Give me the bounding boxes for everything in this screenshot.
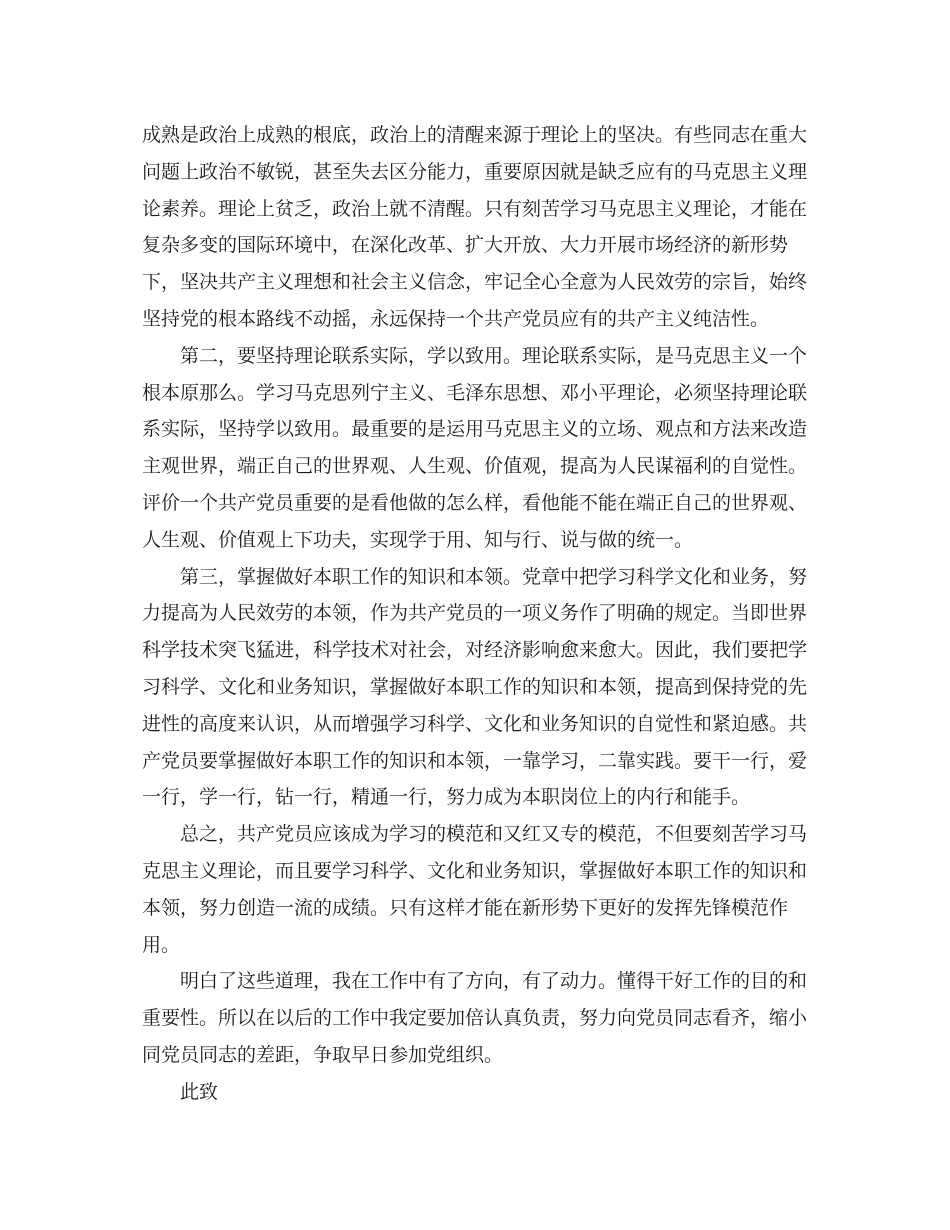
text-line: 进性的高度来认识，从而增强学习科学、文化和业务知识的自觉性和紧迫感。共	[142, 712, 808, 735]
text-line: 力提高为人民效劳的本领，作为共产党员的一项义务作了明确的规定。当即世界	[142, 602, 808, 625]
text-line: 总之，共产党员应该成为学习的模范和又红又专的模范，不但要刻苦学习马	[180, 823, 808, 846]
paragraph-summary	[142, 816, 807, 963]
text-line: 同党员同志的差距，争取早日参加党组织。	[142, 1043, 504, 1066]
text-line: 下，坚决共产主义理想和社会主义信念，牢记全心全意为人民效劳的宗旨，始终	[142, 271, 808, 294]
paragraph-second	[142, 338, 807, 559]
text-line: 习科学、文化和业务知识，掌握做好本职工作的知识和本领，提高到保持党的先	[142, 675, 808, 698]
text-line: 本领，努力创造一流的成绩。只有这样才能在新形势下更好的发挥先锋模范作	[142, 896, 789, 919]
text-line: 用。	[142, 933, 181, 956]
text-line: 明白了这些道理，我在工作中有了方向，有了动力。懂得干好工作的目的和	[180, 970, 808, 993]
text-line: 克思主义理论，而且要学习科学、文化和业务知识，掌握做好本职工作的知识和	[142, 859, 808, 882]
paragraph-third	[142, 559, 807, 817]
text-line: 坚持党的根本路线不动摇，永远保持一个共产党员应有的共产主义纯洁性。	[142, 307, 770, 330]
text-line: 根本原那么。学习马克思列宁主义、毛泽东思想、邓小平理论，必须坚持理论联	[142, 381, 808, 404]
paragraph-closing	[142, 1074, 807, 1111]
text-line: 人生观、价值观上下功夫，实现学于用、知与行、说与做的统一。	[142, 528, 694, 551]
text-line: 重要性。所以在以后的工作中我定要加倍认真负责，努力向党员同志看齐，缩小	[142, 1007, 808, 1030]
paragraph-resolve	[142, 963, 807, 1073]
text-line: 产党员要掌握做好本职工作的知识和本领，一靠学习，二靠实践。要干一行，爱	[142, 749, 808, 772]
text-line: 一行，学一行，钻一行，精通一行，努力成为本职岗位上的内行和能手。	[142, 786, 751, 809]
text-line: 科学技术突飞猛进，科学技术对社会，对经济影响愈来愈大。因此，我们要把学	[142, 639, 808, 662]
text-line: 评价一个共产党员重要的是看他做的怎么样，看他能不能在端正自己的世界观、	[142, 491, 808, 514]
text-line: 论素养。理论上贫乏，政治上就不清醒。只有刻苦学习马克思主义理论，才能在	[142, 197, 808, 220]
paragraph-continuation	[142, 117, 807, 338]
text-line: 主观世界，端正自己的世界观、人生观、价值观，提高为人民谋福利的自觉性。	[142, 455, 808, 478]
text-line: 成熟是政治上成熟的根底，政治上的清醒来源于理论上的坚决。有些同志在重大	[142, 124, 808, 146]
text-line: 复杂多变的国际环境中，在深化改革、扩大开放、大力开展市场经济的新形势	[142, 234, 789, 257]
text-line: 第三，掌握做好本职工作的知识和本领。党章中把学习科学文化和业务，努	[180, 565, 808, 588]
text-line: 系实际，坚持学以致用。最重要的是运用马克思主义的立场、观点和方法来改造	[142, 418, 808, 441]
closing-salutation: 此致	[180, 1080, 219, 1103]
text-line: 第二，要坚持理论联系实际，学以致用。理论联系实际，是马克思主义一个	[180, 344, 808, 367]
document-body	[142, 117, 807, 1111]
text-line: 问题上政治不敏锐，甚至失去区分能力，重要原因就是缺乏应有的马克思主义理	[142, 160, 808, 183]
